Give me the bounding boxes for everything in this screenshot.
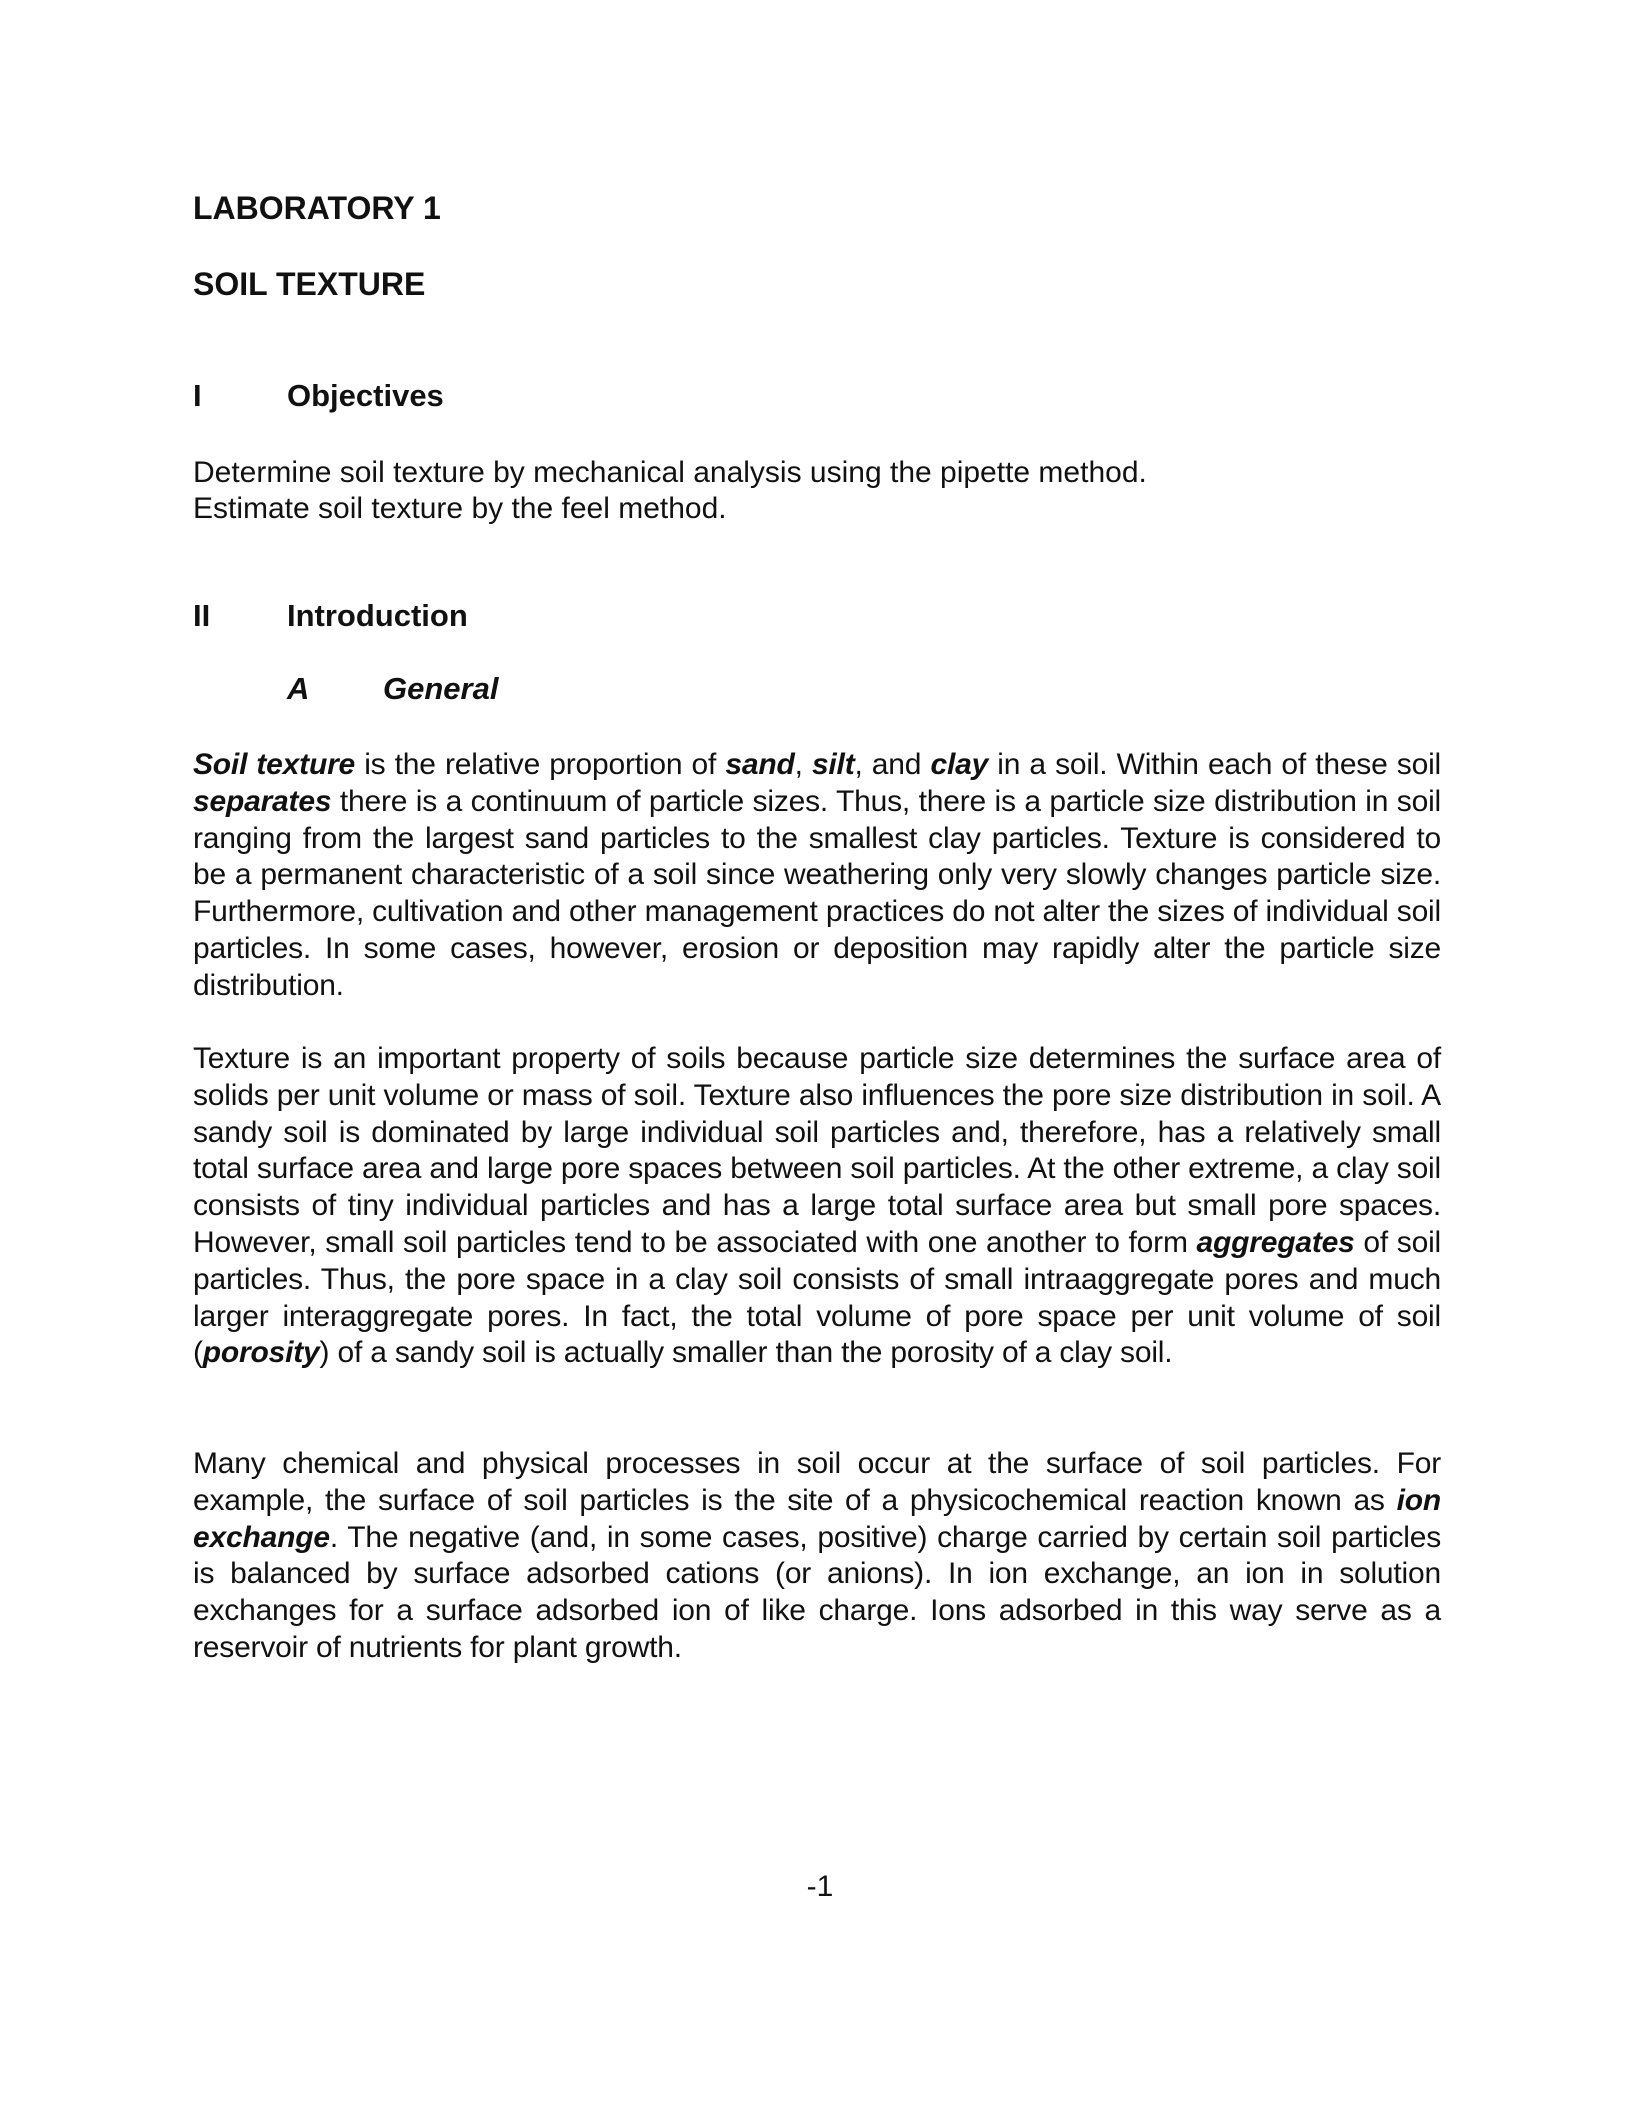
objective-item: Determine soil texture by mechanical analysis using the pipette method. bbox=[193, 456, 1147, 489]
subsection-title: General bbox=[383, 671, 499, 706]
paragraph-soil-texture bbox=[193, 747, 1441, 1005]
objectives-list bbox=[193, 455, 1443, 527]
paragraph-text: of soil particles. Thus, the pore space in a clay soil consists of small intraaggregate pores and much larger interaggregate pores. In fact, the total volume of pore space per unit volume of soil ( bbox=[193, 1225, 1442, 1370]
document-title: SOIL TEXTURE bbox=[193, 266, 426, 302]
term-sand: sand bbox=[725, 748, 795, 781]
paragraph-text: , bbox=[794, 748, 812, 781]
paragraph-text: , and bbox=[854, 748, 931, 781]
paragraph-text: is the relative proportion of bbox=[355, 748, 726, 781]
lab-label: LABORATORY 1 bbox=[193, 190, 441, 226]
paragraph-text: in a soil. Within each of these soil bbox=[988, 748, 1441, 781]
paragraph-text: Texture is an important property of soils because particle size determines the surface area of solids per unit volume or mass of soil. Texture also influences the pore size distribution in soil. A sandy soil is dominated by large individual soil particles and, therefore, has a relatively small total surface area and large pore spaces between soil particles. At the other extreme, a clay soil consists of tiny individual particles and has a large total surface area but small pore spaces. However, small soil particles tend to be associated with one another to form bbox=[193, 1042, 1441, 1259]
term-silt: silt bbox=[811, 748, 855, 781]
section-number: II bbox=[193, 598, 211, 633]
subsection-heading-general bbox=[287, 671, 498, 707]
paragraph-texture-importance bbox=[193, 1041, 1441, 1372]
paragraph-text: ) of a sandy soil is actually smaller than the porosity of a clay soil. bbox=[319, 1336, 1173, 1370]
subsection-number: A bbox=[287, 671, 310, 706]
term-ion-exchange: ion exchange bbox=[193, 1483, 1441, 1554]
page-number: -1 bbox=[806, 1870, 834, 1903]
section-title: Introduction bbox=[287, 598, 468, 633]
objective-item: Estimate soil texture by the feel method. bbox=[193, 492, 727, 525]
term-porosity: porosity bbox=[202, 1336, 320, 1370]
term-separates: separates bbox=[193, 784, 332, 818]
paragraph-text: . The negative (and, in some cases, positive) charge carried by certain soil particles is balanced by surface adsorbed cations (or anions). In ion exchange, an ion in solution exchanges for a surface adsorbed ion of like charge. Ions adsorbed in this way serve as a reservoir of nutrients for plant growth. bbox=[193, 1520, 1441, 1664]
section-heading-objectives bbox=[193, 378, 444, 414]
term-clay: clay bbox=[930, 748, 989, 781]
paragraph-text: there is a continuum of particle sizes. Thus, there is a particle size distribution in soil ranging from the largest sand particles to the smallest clay particles. Texture is considered to be a permanent characteristic of a soil since weathering only very slowly changes particle size. Furthermore, cultivation and other management practices do not alter the sizes of individual soil particles. In some cases, however, erosion or deposition may rapidly alter the particle size distribution. bbox=[193, 784, 1441, 1002]
paragraph-ion-exchange bbox=[193, 1446, 1441, 1667]
paragraph-text: Many chemical and physical processes in soil occur at the surface of soil particles. For example, the surface of soil particles is the site of a physicochemical reaction known as bbox=[193, 1447, 1441, 1517]
section-number: I bbox=[193, 378, 202, 413]
term-soil-texture: Soil texture bbox=[193, 748, 356, 781]
section-title: Objectives bbox=[287, 378, 444, 413]
section-heading-introduction bbox=[193, 598, 468, 634]
term-aggregates: aggregates bbox=[1196, 1225, 1355, 1259]
